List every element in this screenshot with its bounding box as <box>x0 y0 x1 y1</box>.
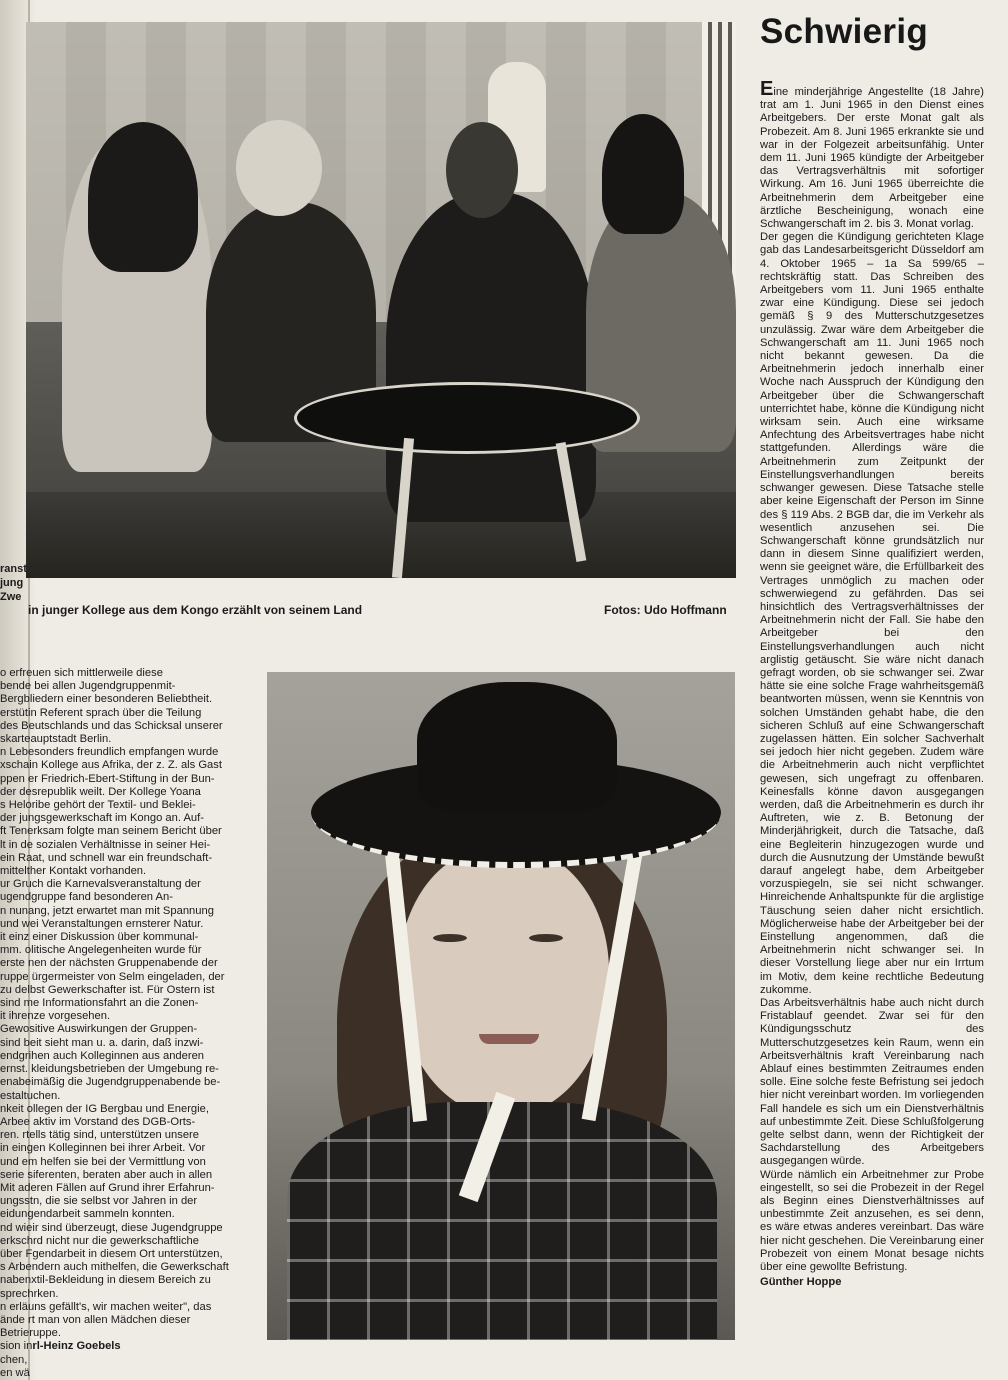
photo-girl-with-hat <box>267 672 735 1340</box>
article-paragraph: Das Arbeitsverhältnis habe auch nicht durch Fristablauf geendet. Zwar sei für den Kündigungsschutz des Mutterschutzgesetzes kein Raum, wenn ein Arbeitsverhältnis kraft Vereinbarung nach Ablauf eines bestimmten Zeitraumes enden solle. Eine solche feste Befristung sei jedoch hier nicht vereinbart worden. Im vorliegenden Fall handele es sich um ein Dienstverhältnis auf unbestimmte Zeit. Diese Schlußfolgerung gelte selbst dann, wenn der Richtigkeit der Sachdarstellung des Arbeitgebers ausgegangen würde. <box>760 997 984 1168</box>
photo-credit: Fotos: Udo Hoffmann <box>604 603 727 617</box>
photo-eye <box>433 934 467 942</box>
photo-hat-crown <box>417 682 617 812</box>
text-line: des Beutschlands und das Schicksal unserer <box>0 719 223 732</box>
text-line: ft Tenerksam folgte man seinem Bericht über <box>0 825 222 838</box>
text-line: erkschrd nicht nur die gewerkschaftliche <box>0 1234 199 1247</box>
text-line: ernst. kleidungsbetrieben der Umgebung re- <box>0 1063 219 1076</box>
paragraph-text: ine minderjährige Angestellte (18 Jahre) trat am 1. Juni 1965 in den Dienst eines Arbeitgebers. Der erste Monat galt als Probezeit. Am 8. Juni 1965 erkrankte sie und war in der Folgezeit arbeitsunfähig. Unter dem 11. Juni 1965 kündigte der Arbeitgeber das Vertragsverhältnis mit sofortiger Wirkung. Am 16. Juni 1965 überreichte die Arbeitnehmerin dem Arbeitgeber eine ärztliche Bescheinigung, wonach eine Schwangerschaft im 2. bis 3. Monat vorlag. <box>760 86 984 231</box>
drop-cap: E <box>760 78 774 100</box>
text-line: nabenxtil-Bekleidung in diesem Bereich zu <box>0 1274 211 1287</box>
text-line: it ihrenze vorgesehen. <box>0 1010 111 1023</box>
article-body <box>760 78 984 1289</box>
photo-eye <box>529 934 563 942</box>
photo-table <box>294 382 640 454</box>
text-line: sind me Informationsfahrt an die Zonen- <box>0 997 199 1010</box>
text-line: it einz einer Diskussion über kommunal- <box>0 931 199 944</box>
text-line: sind beit sieht man u. a. darin, daß inzwi- <box>0 1036 204 1049</box>
cutoff-line: Zwe <box>0 591 22 603</box>
left-article-fragment <box>0 667 246 1380</box>
cutoff-text-top <box>0 562 30 604</box>
text-line: enabeimäßig die Jugendgruppenabende be- <box>0 1076 221 1089</box>
text-line: erste nen der nächsten Gruppenabende der <box>0 957 218 970</box>
text-line: und wei Veranstaltungen ernsterer Natur. <box>0 917 204 930</box>
text-line: o erfreuen sich mittlerweile diese <box>0 667 163 679</box>
text-line: ein Raat, und schnell war ein freundschaft- <box>0 851 213 864</box>
text-line: über Fgendarbeit in diesem Ort unterstützen, <box>0 1247 223 1260</box>
signature-name: rl-Heinz Goebels <box>32 1340 121 1353</box>
signature-prefix: sion in <box>0 1340 33 1353</box>
text-line: Mit aderen Fällen auf Grund ihrer Erfahrun- <box>0 1181 215 1194</box>
text-line: in eingen Kolleginnen bei ihrer Arbeit. Vor <box>0 1142 206 1155</box>
text-line: ruppe ürgermeister von Selm eingeladen, der <box>0 970 225 983</box>
text-line: zu delbst Gewerkschafter ist. Für Ostern ist <box>0 983 215 996</box>
text-line: ugendgruppe fand besonderen An- <box>0 891 173 904</box>
text-line: nd wieir sind überzeugt, diese Jugendgruppe <box>0 1221 223 1234</box>
article-heading: Schwierig <box>760 12 929 51</box>
text-line: serie siferenten, beraten aber auch in allen <box>0 1168 213 1181</box>
text-line: n nunang, jetzt erwartet man mit Spannung <box>0 904 214 917</box>
text-line: Bergbliedern einer besonderen Beliebtheit. <box>0 693 213 706</box>
text-line: der desrepublik weilt. Der Kollege Yoana <box>0 785 201 798</box>
text-line: eidungendarbeit sammeln konnten. <box>0 1208 175 1221</box>
text-line: ur Gruch die Karnevalsveranstaltung der <box>0 878 201 891</box>
text-line: Arbee aktiv im Vorstand des DGB-Orts- <box>0 1115 196 1128</box>
text-line: n erläuns gefällt's, wir machen weiter", das <box>0 1300 212 1313</box>
text-line: Betrieruppe. <box>0 1327 61 1340</box>
text-line: ppen er Friedrich-Ebert-Stiftung in der Bun- <box>0 772 215 785</box>
photo-person-1-hair <box>88 122 198 272</box>
text-line: bende bei allen Jugendgruppenmit- <box>0 680 176 693</box>
text-line: der jungsgewerkschaft im Kongo an. Auf- <box>0 812 204 825</box>
text-line: erstütin Referent sprach über die Teilung <box>0 706 202 719</box>
text-line: skarteauptstadt Berlin. <box>0 733 112 746</box>
text-line: Gewositive Auswirkungen der Gruppen- <box>0 1023 198 1036</box>
text-line: estaltuchen. <box>0 1089 61 1102</box>
article-paragraph: Würde nämlich ein Arbeitnehmer zur Probe eingestellt, so sei die Probezeit in der Regel als Beginn eines Dienstverhältnisses auf unbestimmte Zeit anzusehen, es sei denn, es wäre etwas anderes vereinbart. Das wäre hier nicht geschehen. Die Vereinbarung einer Probezeit von einem Monat besage nichts über eine gewollte Befristung. <box>760 1168 984 1274</box>
text-line: ren. rtells tätig sind, unterstützen unsere <box>0 1129 199 1142</box>
text-line: lt in de sozialen Verhältnisse in seiner Hei- <box>0 838 211 851</box>
text-line: mittelther Kontakt vorhanden. <box>0 865 147 878</box>
photo-mouth <box>479 1034 539 1044</box>
text-line: und em helfen sie bei der Vermittlung von <box>0 1155 206 1168</box>
cutoff-line: ranst <box>0 563 27 575</box>
text-line: ände rt man von allen Mädchen dieser <box>0 1313 191 1326</box>
photo-face <box>399 847 609 1117</box>
text-line: mm. olitische Angelegenheiten wurde für <box>0 944 202 957</box>
article-author: Günther Hoppe <box>760 1276 842 1289</box>
photo-person-3-head <box>446 122 518 218</box>
text-line: ungsstn, die sie selbst vor Jahren in der <box>0 1195 198 1208</box>
photo-floor <box>26 492 736 578</box>
text-line: en wä <box>0 1366 30 1379</box>
text-line: n Lebesonders freundlich empfangen wurde <box>0 746 219 759</box>
article-paragraph: Der gegen die Kündigung gerichteten Klage gab das Landesarbeitsgericht Düsseldorf am 4. Oktober 1965 – 1a Sa 599/65 – rechtskräftig statt. Das Schreiben des Arbeitgebers vom 11. Juni 1965 enthalte zwar eine Kündigung. Diese sei jedoch gemäß § 9 des Mutterschutzgesetzes unzulässig. Zwar wäre dem Arbeitgeber die Schwangerschaft am 11. Juni 1965 noch nicht bekannt gewesen. Da die Arbeitnehmerin jedoch innerhalb einer Woche nach Ausspruch der Kündigung den Arbeitgeber über die Schwangerschaft unterrichtet habe, könne die Kündigung nicht wirksam sein. Auch eine wirksame Anfechtung des Arbeitsvertrages habe nicht stattgefunden. Allerdings wäre die Arbeitnehmerin zum Zeitpunkt der Einstellungsverhandlungen bereits schwanger gewesen. Diese Tatsache stelle aber keine Eigenschaft der Person im Sinne des § 119 Abs. 2 BGB dar, die im Verkehr als wesentlich anzusehen sei. Die Schwangerschaft könne grundsätzlich nur dann in diesem Sinne qualifiziert werden, wenn sie geeignet wäre, die Erfüllbarkeit des Vertrages unmöglich zu machen oder schwerwiegend zu gefährden. Das sei hinsichtlich des Vertragsverhältnisses der Arbeitnehmerin nicht der Fall. Sie habe den Arbeitgeber bei den Einstellungsverhandlungen auch nicht arglistig getäuscht. Sie wäre nicht danach gefragt worden, ob sie schwanger sei. Zwar hätte sie eine solche Frage wahrheitsgemäß beantworten müssen, wenn sie Kenntnis von solchen Umständen gehabt habe, die den sicheren Schluß auf eine Schwangerschaft zugelassen hätten. Ein solcher Sachverhalt sei jedoch hier nicht gegeben. Zudem wäre die Arbeitnehmerin auch nicht verpflichtet gewesen, sich ungefragt zu offenbaren. Keinesfalls könne davon ausgegangen werden, daß die Arbeitnehmerin es durch ihr Auftreten, wie z. B. Betonung der Minderjährigkeit, durch die Tatsache, daß eine Begleiterin hinzugezogen wurde und durch die Ausnutzung der Umstände bewußt darauf angelegt habe, dem Arbeitgeber vorzuspiegeln, sie sei nicht schwanger. Hinreichende Anhaltspunkte für die arglistige Täuschung seien daher nicht ersichtlich. Möglicherweise habe der Arbeitgeber bei der Einstellung angenommen, daß die Arbeitnehmerin nicht schwanger sei. In dieser Vorstellung liege aber nur ein Irrtum im Motiv, dem keine rechtliche Bedeutung zukomme. <box>760 231 984 996</box>
photo-caption: in junger Kollege aus dem Kongo erzählt von seinem Land <box>28 603 363 617</box>
text-line: nkeit ollegen der IG Bergbau und Energie, <box>0 1102 209 1115</box>
cutoff-line: jung <box>0 577 24 589</box>
text-line: xschain Kollege aus Afrika, der z. Z. als Gast <box>0 759 222 772</box>
photo-checked-shirt <box>287 1102 717 1340</box>
text-line: s Arbendern auch mithelfen, die Gewerkschaft <box>0 1261 229 1274</box>
text-line: s Heloribe gehört der Textil- und Beklei- <box>0 799 196 812</box>
photo-person-4-hair <box>602 114 684 234</box>
text-line: sprechrken. <box>0 1287 59 1300</box>
signature-line <box>0 1340 246 1353</box>
text-line: chen, <box>0 1353 28 1366</box>
photo-group-discussion <box>26 22 736 578</box>
photo-person-2-head <box>236 120 322 216</box>
text-line: endgrihen auch Kolleginnen aus anderen <box>0 1049 205 1062</box>
article-paragraph <box>760 78 984 231</box>
